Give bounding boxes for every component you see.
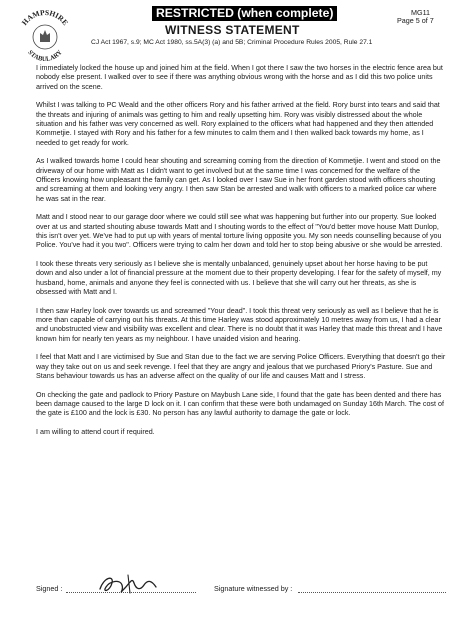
signature-row	[36, 577, 446, 597]
page-number: Page 5 of 7	[397, 16, 434, 25]
statement-paragraph: I took these threats very seriously as I believe she is mentally unbalanced, genuinely upset about her horse having to be put down and also under a lot of financial pressure at the moment due to their property developing. I fear for the safety of myself, my husband, home, animals and anyone they feel is connected with us. I believe that she will carry out her threats, as she is obsessed with Matt and I.	[36, 260, 442, 296]
restricted-label: RESTRICTED (when complete)	[152, 6, 337, 21]
statement-paragraph: I am willing to attend court if required.	[36, 428, 155, 437]
svg-text:HAMPSHIRE	[20, 8, 70, 27]
form-code: MG11	[411, 8, 431, 17]
constabulary-seal-icon	[14, 6, 76, 68]
witness-signature-line	[298, 592, 446, 593]
statement-paragraph: Matt and I stood near to our garage door where we could still see what was happening but further into our property. Sue looked over at us and started shouting abuse towards Matt and I shouting words to the effect of "You'd better move house Matt Dunlop, this isn't over yet. We've had to put up with years of mental torture living opposite you. My son needs counselling because of you Police. You've had it you two". Officers were trying to calm her down and told her to stop being abusive or she would be arrested.	[36, 213, 443, 250]
statement-paragraph: I immediately locked the house up and joined him at the field. When I got there I saw the two horses in the electric fence area but nobody else present. I walked over to see if there was anything obvious wrong with the horse and as I did this two police units arrived on the scene.	[36, 64, 443, 91]
document-title: WITNESS STATEMENT	[165, 23, 300, 37]
statement-body	[36, 64, 446, 447]
statement-paragraph: Whilst I was talking to PC Weald and the other officers Rory and his father arrived at the field. Rory burst into tears and said that the threats and injuring of animals was getting to him and really upsetting him. Rory was visibly distressed about the whole situation and his father was very concerned as well. Rory explained to the officers what had happened and they then attended Kommetjie. I stayed with Rory and his father for a few minutes to calm them and I then walked back towards my home, as I needed to get ready for work.	[36, 101, 440, 147]
signed-label: Signed :	[36, 584, 63, 593]
handwritten-signature-icon	[94, 571, 166, 597]
statute-reference: CJ Act 1967, s.9; MC Act 1980, ss.5A(3) (a) and 5B; Criminal Procedure Rules 2005, Rule 27.1	[91, 39, 373, 46]
statement-paragraph: As I walked towards home I could hear shouting and screaming coming from the direction of Kommetjie. I went and stood on the driveway of our home with Matt as I didn't want to get involved but at the same time I was concerned for the welfare of the Officers knowing how unpleasant the family can get. As I looked over I saw Sue in her front garden stood with officers shouting and screaming at them and looking very angry. I then saw Stan be arrested and walk with officers to a marked police car where he was sat in the rear.	[36, 157, 441, 203]
seal-text-bottom: STABULARY	[26, 49, 64, 64]
seal-text-top: HAMPSHIRE	[19, 7, 71, 28]
statement-paragraph: I then saw Harley look over towards us and screamed "Your dead". I took this threat very seriously as well as I believe that he is more than capable of carrying out his threats. At this time Harley was stood approximately 10 metres away from us, I had a clear and unobstructed view and visibility was excellent and clear. There is no doubt that it was Harley that made this threat and I have known him for nearly ten years as my neighbour. I have unaided vision and hearing.	[36, 306, 443, 343]
statement-paragraph: On checking the gate and padlock to Priory Pasture on Maybush Lane side, I found that the gate has been dented and there has been damage caused to the large D lock on it. I can confirm that these were both undamaged on Sunday 16th March. The cost of the gate is £100 and the lock is £30. No person has any lawful authority to damage the gate or lock.	[36, 390, 444, 418]
svg-text:STABULARY	[26, 49, 63, 63]
statement-paragraph: I feel that Matt and I are victimised by Sue and Stan due to the fact we are serving Police Officers. Everything that doesn't go their way they take out on us and seek revenge. I feel that they are angry and jealous that we purchased Priory's Pasture. Sue and Stans behaviour towards us has an adverse affect on the quality of our life and causes Matt and I stress.	[36, 353, 446, 381]
witnessed-label: Signature witnessed by :	[214, 584, 293, 593]
